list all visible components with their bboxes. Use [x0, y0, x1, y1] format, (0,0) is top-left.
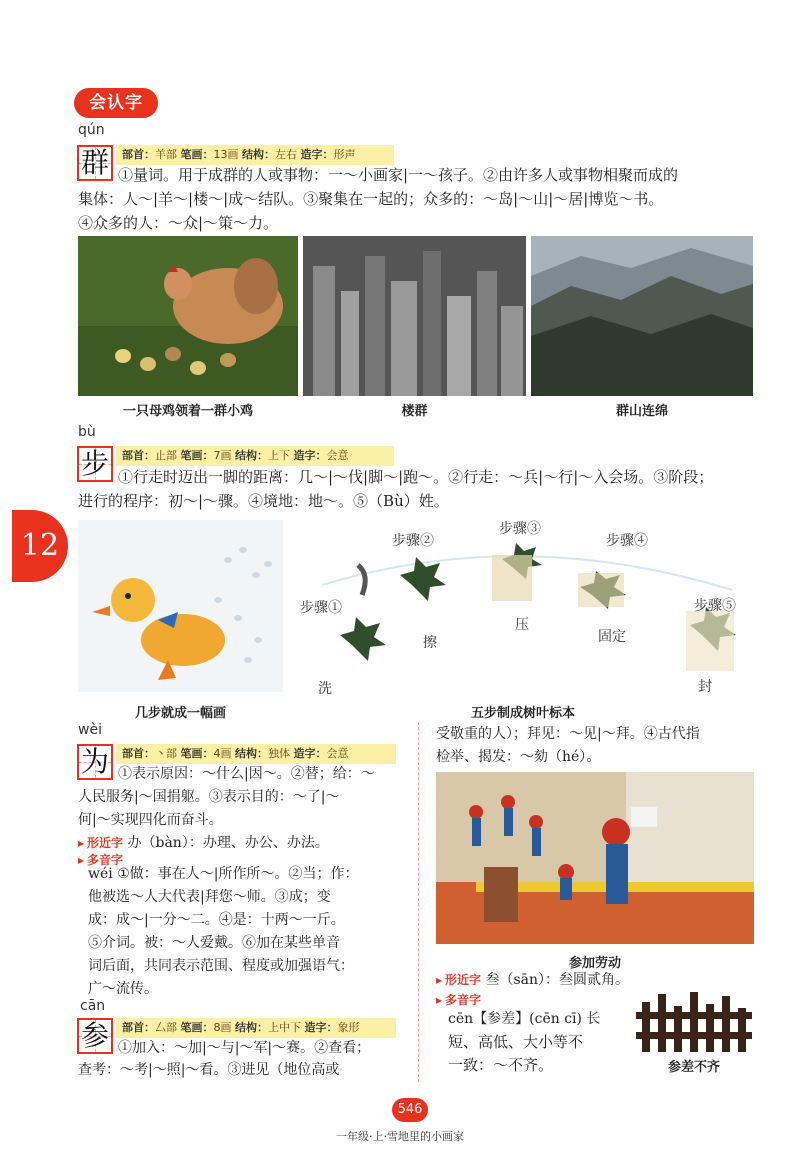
page-number: 546 [392, 1098, 428, 1122]
info-bar-wei [116, 744, 396, 764]
char-wei: 为 [80, 745, 109, 778]
info-label: 造字： [300, 148, 334, 161]
step-action-1: 洗 [318, 681, 332, 697]
similar-tag: ▸ 形近字 [436, 973, 481, 987]
info-bar-bu [116, 446, 394, 466]
info-value: 上下 [268, 449, 290, 462]
caption-fence: 参差不齐 [667, 1060, 720, 1075]
pinyin-bu: bù [78, 424, 96, 440]
definition-qun-line3: ④众多的人：～众|～策～力。 [78, 214, 279, 232]
multi-wei-line4: ⑤介词。被：～人爱戴。⑥加在某些单音 [88, 935, 340, 951]
info-value: 独体 [268, 747, 290, 760]
info-value: 象形 [337, 1021, 360, 1034]
multi-wei-line1: wéi ①做：事在人～|所作所～。②当；作： [88, 866, 359, 882]
caption-mountains: 群山连绵 [615, 404, 668, 419]
column-divider [418, 722, 419, 1082]
info-value: 会意 [326, 747, 349, 760]
mountains-photo [531, 236, 753, 396]
similar-text: 叁（sān）：叁圆贰角。 [485, 972, 630, 988]
info-label: 笔画： [180, 747, 214, 760]
multi-wei-line2: 他被选～人大代表|拜您～师。③成；变 [88, 889, 331, 905]
definition-can-cont1: 受敬重的人）；拜见：～见|～拜。④古代指 [436, 726, 700, 742]
definition-can-line1: ①加入：～加|～与|～军|～赛。②查看； [118, 1040, 371, 1056]
caption-leaf: 五步制成树叶标本 [470, 706, 575, 721]
step-label-5: 步骤⑤ [694, 598, 736, 614]
info-value: 羊部 [155, 148, 177, 161]
section-badge: 会认字 [74, 88, 158, 118]
similar-tag: ▸ 形近字 [78, 836, 123, 850]
char-bu: 步 [80, 447, 109, 480]
multi-can-line3: 一致：～不齐。 [448, 1056, 554, 1074]
multi-tag-can [436, 990, 481, 1009]
buildings-photo [303, 236, 526, 396]
definition-wei-line1: ①表示原因：～什么|因～。②替；给：～ [118, 766, 375, 782]
char-can: 参 [80, 1019, 109, 1052]
step-label-4: 步骤④ [606, 533, 648, 549]
definition-can-cont2: 检举、揭发：～劾（hé）。 [436, 749, 601, 765]
info-value: 7画 [213, 449, 232, 462]
step-action-4: 固定 [598, 629, 626, 645]
definition-can-line2: 查考：～考|～照|～看。③进见（地位高或 [78, 1062, 340, 1078]
duck-illustration [78, 520, 283, 692]
info-label: 笔画： [180, 148, 214, 161]
multi-can-line2: 短、高低、大小等不 [448, 1033, 584, 1051]
multi-tag: ▸ 多音字 [78, 853, 123, 867]
labor-illustration [436, 772, 754, 944]
info-label: 部首： [122, 449, 155, 462]
char-qun: 群 [80, 146, 109, 179]
info-label: 结构： [235, 1021, 268, 1034]
info-label: 结构： [242, 148, 275, 161]
info-label: 造字： [293, 747, 327, 760]
char-box-bu [77, 446, 113, 482]
leaf-steps-illustration [292, 515, 754, 695]
info-value: 形声 [333, 148, 356, 161]
info-label: 造字： [293, 449, 327, 462]
info-value: 止部 [155, 449, 177, 462]
char-box-qun [77, 145, 113, 181]
info-bar-can [116, 1018, 396, 1038]
info-label: 部首： [122, 747, 155, 760]
info-value: 4画 [213, 747, 232, 760]
caption-labor: 参加劳动 [568, 956, 621, 971]
caption-duck: 几步就成一幅画 [134, 706, 226, 721]
hen-photo [78, 236, 298, 396]
pinyin-wei: wèi [78, 722, 102, 738]
definition-wei-line2: 人民服务|～国捐躯。③表示目的：～了|～ [78, 789, 340, 805]
info-value: 丶部 [155, 747, 177, 760]
fence-illustration [636, 990, 752, 1052]
caption-buildings: 楼群 [401, 404, 428, 419]
definition-bu-line1: ①行走时迈出一脚的距离：几～|～伐|脚～|跑～。②行走：～兵|～行|～入会场。③阶段； [118, 468, 714, 486]
step-label-1: 步骤① [300, 600, 342, 616]
info-value: 左右 [275, 148, 297, 161]
step-action-2: 擦 [423, 635, 437, 651]
multi-wei-line5: 词后面，共同表示范围、程度或加强语气： [88, 958, 354, 974]
lesson-tab: 12 [12, 510, 68, 582]
multi-can-line1: cēn【参差】(cēn cī) 长 [448, 1011, 601, 1027]
info-label: 笔画： [180, 1021, 214, 1034]
info-value: 厶部 [155, 1021, 177, 1034]
step-label-3: 步骤③ [499, 521, 541, 537]
info-label: 结构： [235, 449, 268, 462]
definition-qun-line1: ①量词。用于成群的人或事物：一～小画家|一～孩子。②由许多人或事物相聚而成的 [118, 166, 679, 184]
definition-wei-line3: 何|～实现四化而奋斗。 [78, 812, 223, 828]
step-action-3: 压 [515, 617, 529, 633]
pinyin-can: cān [80, 998, 106, 1014]
char-box-wei [77, 744, 113, 780]
info-value: 会意 [326, 449, 349, 462]
info-value: 上中下 [268, 1021, 301, 1034]
info-label: 部首： [122, 148, 155, 161]
info-label: 笔画： [180, 449, 214, 462]
page-footer: 一年级·上·雪地里的小画家 [336, 1130, 464, 1143]
char-box-can [77, 1018, 113, 1054]
multi-tag: ▸ 多音字 [436, 993, 481, 1007]
pinyin-qun: qún [78, 122, 105, 138]
info-label: 部首： [122, 1021, 155, 1034]
multi-wei-line6: 广～流传。 [88, 981, 158, 997]
definition-bu-line2: 进行的程序：初～|～骤。④境地：地～。⑤（Bù）姓。 [78, 492, 449, 510]
info-label: 造字： [304, 1021, 338, 1034]
definition-qun-line2: 集体：人～|羊～|楼～|成～结队。③聚集在一起的；众多的：～岛|～山|～居|博览～书。 [78, 190, 664, 208]
step-action-5: 封 [698, 679, 712, 695]
caption-hen: 一只母鸡领着一群小鸡 [122, 404, 253, 419]
similar-text: 办（bàn）：办理、办公、办法。 [127, 835, 329, 851]
multi-wei-line3: 成：成～|一分～二。④是：十两～一斤。 [88, 912, 345, 928]
info-label: 结构： [235, 747, 268, 760]
info-value: 8画 [213, 1021, 232, 1034]
step-label-2: 步骤② [392, 533, 434, 549]
info-value: 13画 [213, 148, 239, 161]
